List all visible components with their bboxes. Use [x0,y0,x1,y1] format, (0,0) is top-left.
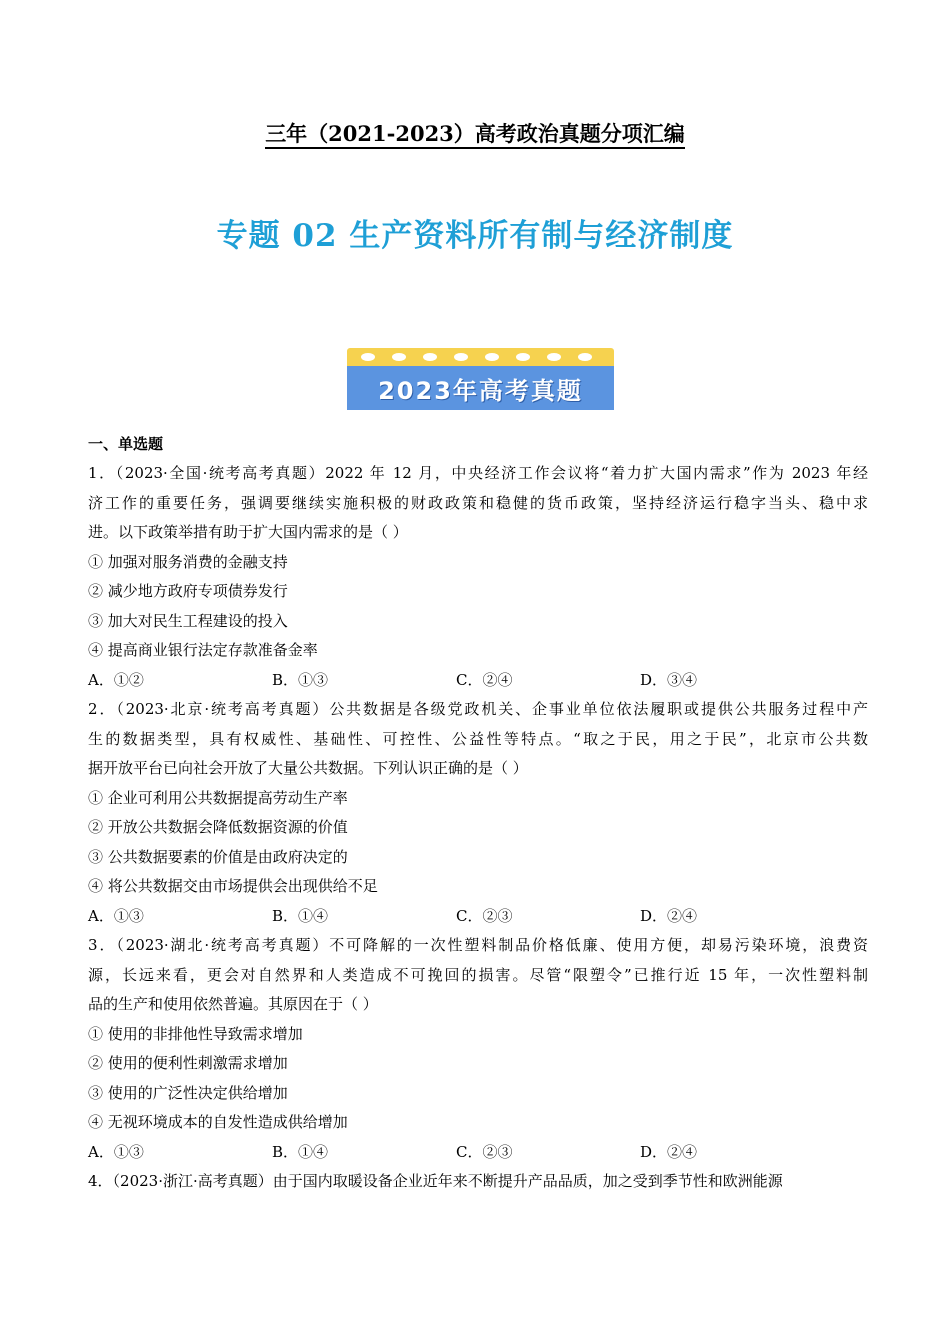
answer-options [88,902,868,932]
answer-option[interactable]: C．②④ [456,670,513,689]
topic-title: 专题 02 生产资料所有制与经济制度 [216,218,734,254]
statement-item: ① 加强对服务消费的金融支持 [88,552,288,571]
answer-option[interactable]: D．③④ [640,670,698,689]
statement-item: ② 减少地方政府专项债券发行 [88,582,288,600]
banner-dots-strip [347,348,614,366]
answer-option[interactable]: B．①④ [272,1142,329,1161]
question-stem-line: 4．（2023·浙江·高考真题）由于国内取暖设备企业近年来不断提升产品品质，加之受到季节性和欧洲能源 [88,1172,783,1190]
banner-label: 2023年高考真题 [378,376,583,405]
question-stem-line: 据开放平台已向社会开放了大量公共数据。下列认识正确的是（ ） [88,759,528,777]
question-stem-line: 品的生产和使用依然普遍。其原因在于（ ） [88,995,378,1013]
statement-item: ③ 加大对民生工程建设的投入 [88,611,288,630]
question-2 [88,695,868,931]
statement-item: ④ 无视环境成本的自发性造成供给增加 [88,1113,348,1131]
answer-option[interactable]: A．①② [88,670,144,689]
answer-option[interactable]: D．②④ [640,906,698,925]
answer-option[interactable]: A．①③ [88,906,144,925]
section-heading: 一、单选题 [88,435,164,453]
answer-option[interactable]: B．①④ [272,906,329,925]
statement-item: ② 开放公共数据会降低数据资源的价值 [88,818,348,836]
statement-item: ③ 使用的广泛性决定供给增加 [88,1083,288,1102]
year-banner [347,348,614,410]
statement-item: ② 使用的便利性刺激需求增加 [88,1054,288,1072]
statement-item: ① 使用的非排他性导致需求增加 [88,1024,303,1043]
question-1 [88,459,868,695]
answer-options [88,1138,868,1168]
answer-option[interactable]: C．②③ [456,1142,513,1161]
question-stem-line: 源，长远来看，更会对自然界和人类造成不可挽回的损害。尽管“限塑令”已推行近 15 年，一次性塑料制 [88,965,868,984]
statement-item: ① 企业可利用公共数据提高劳动生产率 [88,788,348,807]
answer-option[interactable]: C．②③ [456,906,513,925]
question-3 [88,931,868,1167]
question-stem-line: 济工作的重要任务，强调要继续实施积极的财政政策和稳健的货币政策，坚持经济运行稳字当头、稳中求 [88,493,868,512]
question-4 [88,1167,868,1197]
question-content [88,430,868,1197]
answer-options [88,666,868,696]
question-stem-line: 生的数据类型，具有权威性、基础性、可控性、公益性等特点。“取之于民，用之于民”，北京市公共数 [88,729,868,748]
answer-option[interactable]: A．①③ [88,1142,144,1161]
statement-item: ④ 提高商业银行法定存款准备金率 [88,641,318,659]
question-stem-line: 进。以下政策举措有助于扩大国内需求的是（ ） [88,523,408,541]
question-list [88,459,868,1197]
question-stem-line: 1．（2023·全国·统考高考真题）2022 年 12 月，中央经济工作会议将“着力扩大国内需求”作为 2023 年经 [88,464,868,482]
document-title: 三年（2021-2023）高考政治真题分项汇编 [0,118,950,148]
answer-option[interactable]: D．②④ [640,1142,698,1161]
answer-option[interactable]: B．①③ [272,670,329,689]
question-stem-line: 2．（2023·北京·统考高考真题）公共数据是各级党政机关、企事业单位依法履职或提供公共服务过程中产 [88,700,868,718]
statement-item: ③ 公共数据要素的价值是由政府决定的 [88,847,348,866]
question-stem-line: 3．（2023·湖北·统考高考真题）不可降解的一次性塑料制品价格低廉、使用方便，却易污染环境，浪费资 [88,936,868,954]
statement-item: ④ 将公共数据交由市场提供会出现供给不足 [88,877,378,895]
